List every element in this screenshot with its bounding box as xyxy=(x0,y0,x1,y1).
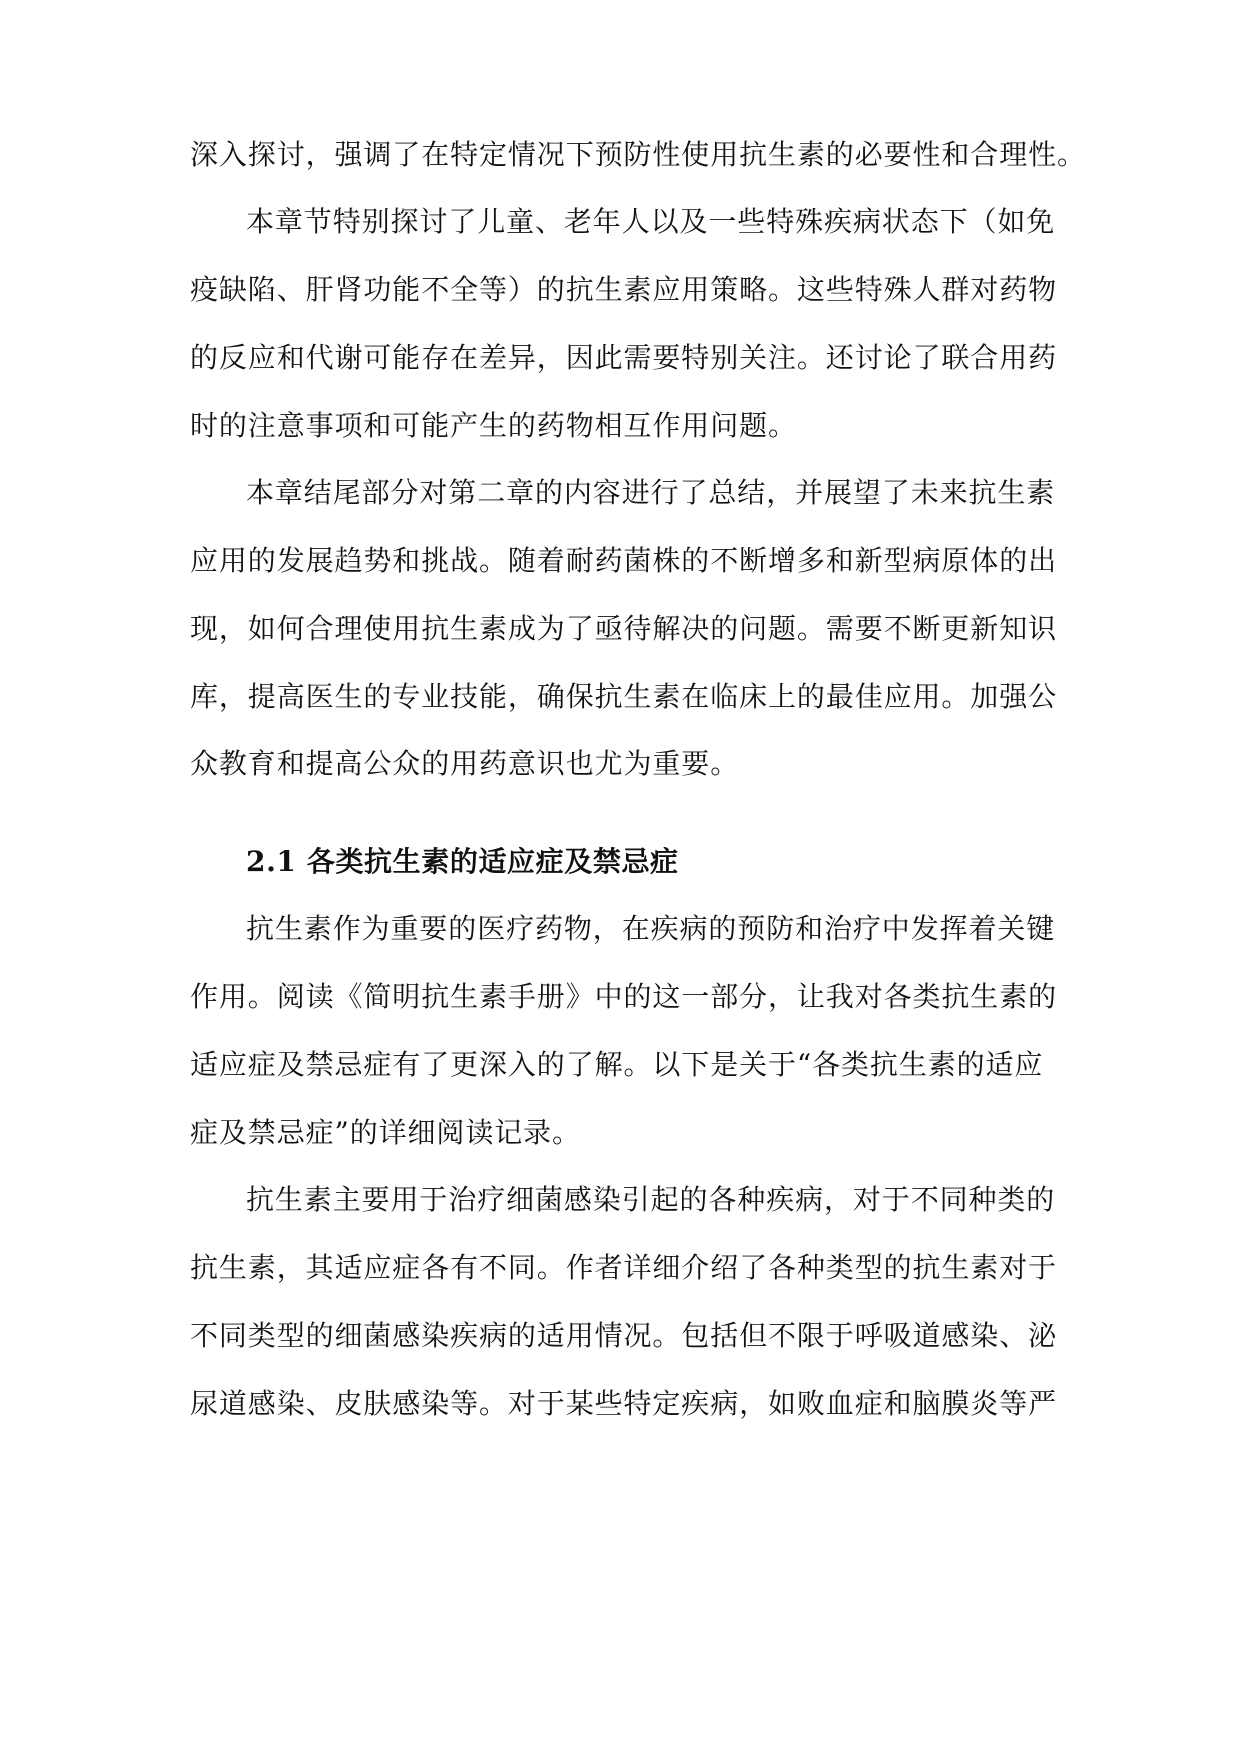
section-heading: 2.1 各类抗生素的适应症及禁忌症 xyxy=(246,845,679,878)
paragraph-start-line: 抗生素主要用于治疗细菌感染引起的各种疾病，对于不同种类的 xyxy=(246,1183,1056,1216)
text-line: 作用。阅读《简明抗生素手册》中的这一部分，让我对各类抗生素的 xyxy=(190,980,1058,1013)
text-line: 现，如何合理使用抗生素成为了亟待解决的问题。需要不断更新知识 xyxy=(190,612,1058,645)
text-line: 尿道感染、皮肤感染等。对于某些特定疾病，如败血症和脑膜炎等严 xyxy=(190,1387,1058,1420)
text-line: 应用的发展趋势和挑战。随着耐药菌株的不断增多和新型病原体的出 xyxy=(190,544,1058,577)
text-line: 库，提高医生的专业技能，确保抗生素在临床上的最佳应用。加强公 xyxy=(190,680,1058,713)
text-line: 适应症及禁忌症有了更深入的了解。以下是关于“各类抗生素的适应 xyxy=(190,1048,1044,1081)
text-line: 深入探讨，强调了在特定情况下预防性使用抗生素的必要性和合理性。 xyxy=(190,138,1086,171)
text-line: 时的注意事项和可能产生的药物相互作用问题。 xyxy=(190,409,797,442)
text-line: 众教育和提高公众的用药意识也尤为重要。 xyxy=(190,747,740,780)
text-line: 症及禁忌症”的详细阅读记录。 xyxy=(190,1116,581,1149)
paragraph-start-line: 抗生素作为重要的医疗药物，在疾病的预防和治疗中发挥着关键 xyxy=(246,912,1056,945)
text-line: 抗生素，其适应症各有不同。作者详细介绍了各种类型的抗生素对于 xyxy=(190,1251,1058,1284)
text-line: 不同类型的细菌感染疾病的适用情况。包括但不限于呼吸道感染、泌 xyxy=(190,1319,1058,1352)
paragraph-start-line: 本章节特别探讨了儿童、老年人以及一些特殊疾病状态下（如免 xyxy=(246,205,1056,238)
paragraph-start-line: 本章结尾部分对第二章的内容进行了总结，并展望了未来抗生素 xyxy=(246,476,1056,509)
text-line: 的反应和代谢可能存在差异，因此需要特别关注。还讨论了联合用药 xyxy=(190,341,1058,374)
text-line: 疫缺陷、肝肾功能不全等）的抗生素应用策略。这些特殊人群对药物 xyxy=(190,273,1058,306)
